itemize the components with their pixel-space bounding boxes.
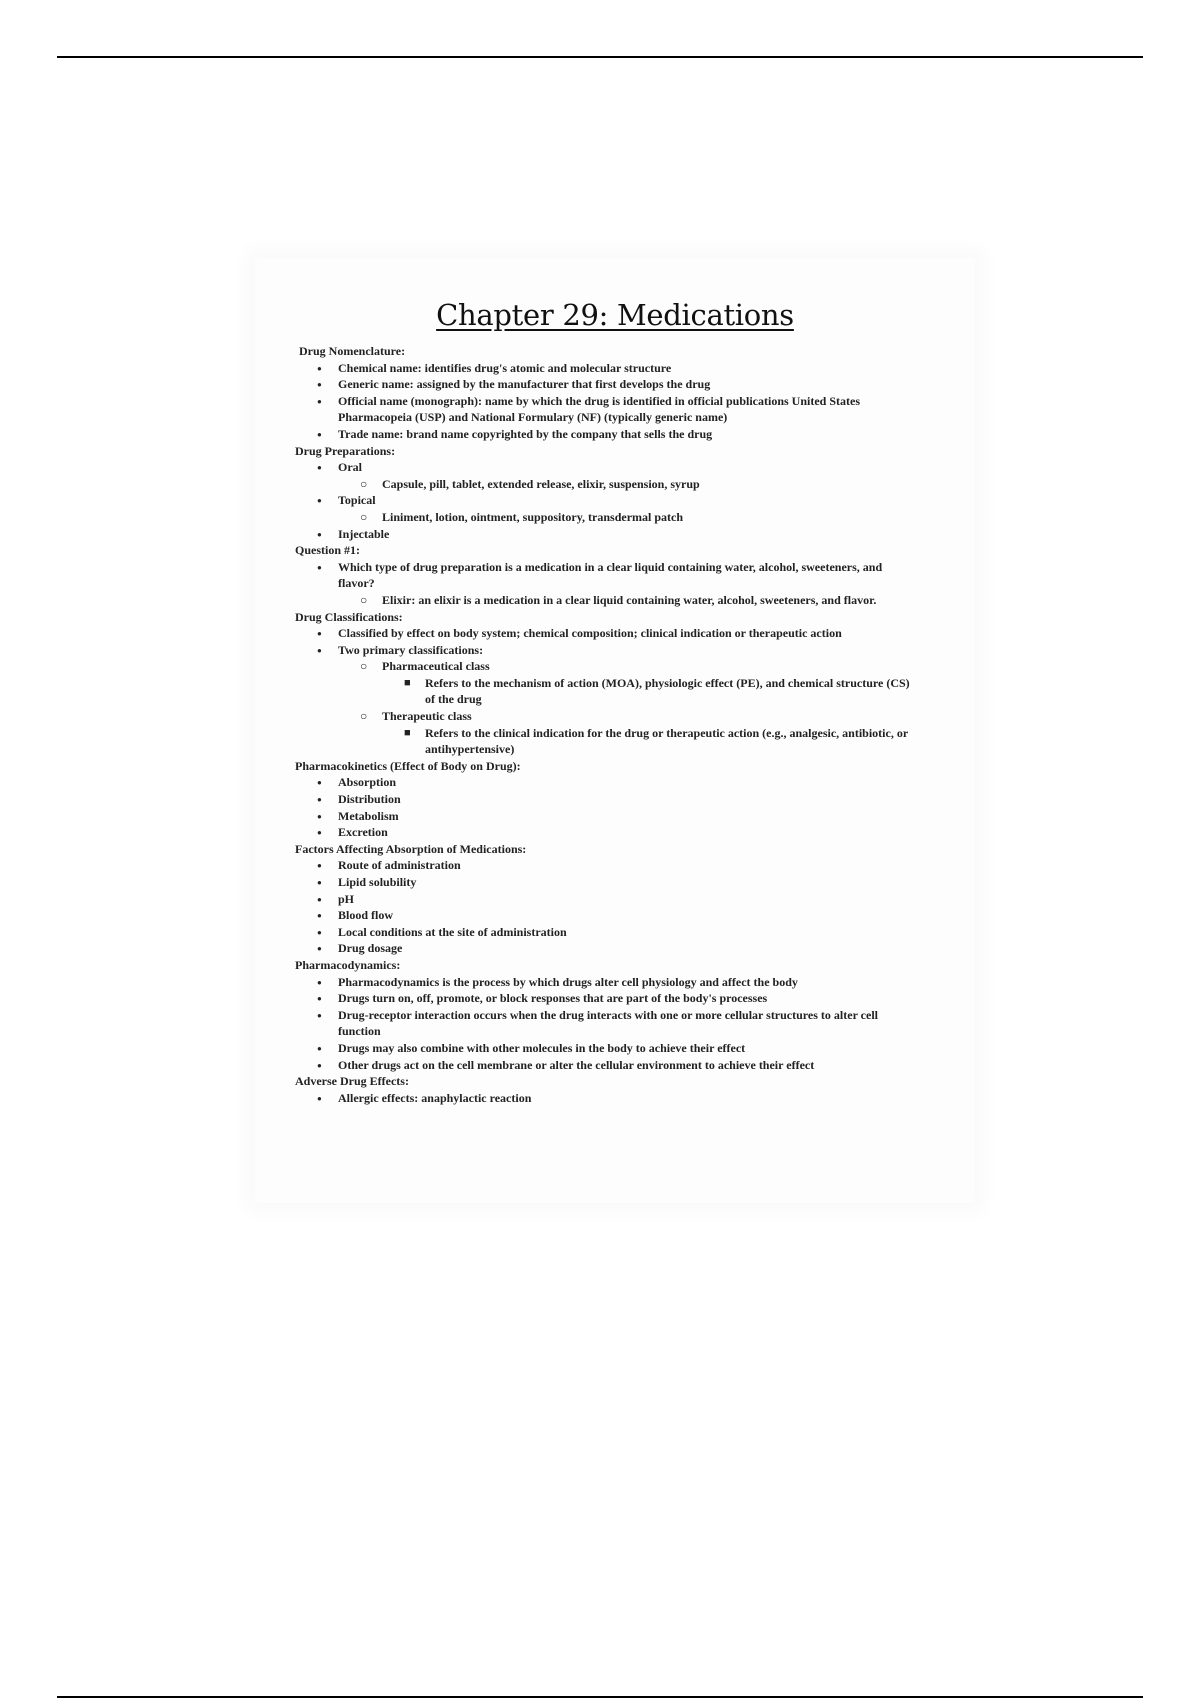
list-item-text: Pharmacodynamics is the process by which drugs alter cell physiology and affect the body bbox=[338, 974, 798, 989]
bullet-disc-icon bbox=[317, 891, 322, 909]
list-item bbox=[295, 459, 915, 476]
list-item-text: Drug dosage bbox=[338, 941, 403, 956]
list-item bbox=[295, 874, 915, 891]
top-rule bbox=[57, 56, 1143, 58]
list-item-text: Chemical name: identifies drug's atomic and molecular structure bbox=[338, 360, 672, 375]
list-item-text: Blood flow bbox=[338, 908, 394, 923]
bullet-disc-icon bbox=[317, 1007, 322, 1025]
list-item bbox=[295, 642, 915, 659]
bullet-disc-icon bbox=[317, 990, 322, 1008]
list-item-text: Elixir: an elixir is a medication in a clear liquid containing water, alcohol, sweeteners, and flavor. bbox=[382, 592, 877, 607]
list-item bbox=[295, 426, 915, 443]
list-item-text: Local conditions at the site of administration bbox=[338, 924, 567, 939]
section-list bbox=[295, 1090, 915, 1107]
list-item bbox=[295, 675, 915, 708]
list-item-text: Refers to the clinical indication for the drug or therapeutic action (e.g., analgesic, antibiotic, or antihypertensive) bbox=[425, 725, 908, 757]
list-item-text: Which type of drug preparation is a medication in a clear liquid containing water, alcohol, sweeteners, and flavor? bbox=[338, 559, 883, 591]
bullet-disc-icon bbox=[317, 924, 322, 942]
list-item-text: Liniment, lotion, ointment, suppository, transdermal patch bbox=[382, 509, 684, 524]
section-list bbox=[295, 857, 915, 957]
section-list bbox=[295, 559, 915, 609]
list-item-text: Other drugs act on the cell membrane or alter the cellular environment to achieve their effect bbox=[338, 1057, 815, 1072]
list-item bbox=[295, 974, 915, 991]
list-item-text: Distribution bbox=[338, 792, 401, 807]
bullet-circle-icon bbox=[360, 658, 367, 676]
list-item bbox=[295, 791, 915, 808]
bullet-disc-icon bbox=[317, 1090, 322, 1108]
list-item-text: Topical bbox=[338, 493, 376, 508]
section-list bbox=[295, 459, 915, 542]
bullet-disc-icon bbox=[317, 393, 322, 411]
bullet-disc-icon bbox=[317, 625, 322, 643]
list-item bbox=[295, 808, 915, 825]
bullet-disc-icon bbox=[317, 1040, 322, 1058]
section-heading: Question #1: bbox=[295, 543, 361, 558]
bullet-disc-icon bbox=[317, 559, 322, 577]
list-item-text: Oral bbox=[338, 460, 362, 475]
bullet-disc-icon bbox=[317, 824, 322, 842]
list-item-text: Therapeutic class bbox=[382, 709, 472, 724]
bullet-disc-icon bbox=[317, 808, 322, 826]
bottom-rule bbox=[57, 1696, 1143, 1698]
list-item bbox=[295, 658, 915, 675]
list-item bbox=[295, 990, 915, 1007]
bullet-disc-icon bbox=[317, 459, 322, 477]
list-item-text: Drug-receptor interaction occurs when the drug interacts with one or more cellular structures to alter cell function bbox=[338, 1007, 878, 1039]
list-item bbox=[295, 1090, 915, 1107]
list-item-text: Official name (monograph): name by which the drug is identified in official publications United States Pharmacopeia (USP) and National Formulary (NF) (typically generic name) bbox=[338, 393, 861, 425]
document-page bbox=[255, 258, 975, 1203]
list-item-text: Classified by effect on body system; chemical composition; clinical indication or therapeutic action bbox=[338, 626, 842, 641]
bullet-square-icon bbox=[404, 725, 411, 742]
list-item-text: Absorption bbox=[338, 775, 397, 790]
bullet-circle-icon bbox=[360, 509, 367, 527]
bullet-disc-icon bbox=[317, 360, 322, 378]
bullet-circle-icon bbox=[360, 708, 367, 726]
bullet-disc-icon bbox=[317, 376, 322, 394]
list-item bbox=[295, 509, 915, 526]
list-item bbox=[295, 824, 915, 841]
list-item bbox=[295, 708, 915, 725]
bullet-disc-icon bbox=[317, 857, 322, 875]
bullet-disc-icon bbox=[317, 642, 322, 660]
list-item bbox=[295, 492, 915, 509]
bullet-disc-icon bbox=[317, 526, 322, 544]
list-item-text: Trade name: brand name copyrighted by the company that sells the drug bbox=[338, 426, 713, 441]
list-item-text: Drugs turn on, off, promote, or block responses that are part of the body's processes bbox=[338, 991, 768, 1006]
list-item bbox=[295, 1057, 915, 1074]
list-item bbox=[295, 891, 915, 908]
page-title: Chapter 29: Medications bbox=[436, 298, 794, 332]
list-item bbox=[295, 526, 915, 543]
section-heading: Drug Nomenclature: bbox=[299, 344, 406, 358]
section-heading: Adverse Drug Effects: bbox=[295, 1074, 409, 1089]
list-item-text: Drugs may also combine with other molecules in the body to achieve their effect bbox=[338, 1040, 746, 1055]
list-item-text: pH bbox=[338, 891, 355, 906]
list-item bbox=[295, 857, 915, 874]
section-heading: Drug Preparations: bbox=[295, 443, 396, 458]
list-item bbox=[295, 725, 915, 758]
list-item bbox=[295, 907, 915, 924]
section-heading: Factors Affecting Absorption of Medications: bbox=[295, 841, 527, 856]
section-list bbox=[295, 625, 915, 758]
section-list bbox=[295, 974, 915, 1074]
bullet-disc-icon bbox=[317, 874, 322, 892]
list-item-text: Generic name: assigned by the manufacturer that first develops the drug bbox=[338, 377, 711, 392]
list-item bbox=[295, 625, 915, 642]
list-item-text: Route of administration bbox=[338, 858, 461, 873]
section-heading: Pharmacodynamics: bbox=[295, 957, 401, 972]
section-list bbox=[295, 774, 915, 840]
list-item-text: Excretion bbox=[338, 825, 388, 840]
bullet-square-icon bbox=[404, 675, 411, 692]
bullet-disc-icon bbox=[317, 774, 322, 792]
list-item bbox=[295, 1040, 915, 1057]
bullet-disc-icon bbox=[317, 1057, 322, 1075]
section-list bbox=[295, 360, 915, 443]
list-item-text: Capsule, pill, tablet, extended release, elixir, suspension, syrup bbox=[382, 476, 700, 491]
list-item-text: Lipid solubility bbox=[338, 875, 417, 889]
list-item-text: Injectable bbox=[338, 526, 390, 541]
bullet-disc-icon bbox=[317, 492, 322, 510]
list-item-text: Metabolism bbox=[338, 808, 399, 823]
list-item-text: Allergic effects: anaphylactic reaction bbox=[338, 1090, 532, 1105]
list-item bbox=[295, 1007, 915, 1040]
list-item bbox=[295, 559, 915, 592]
list-item bbox=[295, 360, 915, 377]
list-item-text: Pharmaceutical class bbox=[382, 659, 490, 674]
list-item bbox=[295, 924, 915, 941]
list-item-text: Two primary classifications: bbox=[338, 642, 484, 657]
bullet-disc-icon bbox=[317, 791, 322, 809]
bullet-disc-icon bbox=[317, 907, 322, 925]
section-heading: Pharmacokinetics (Effect of Body on Drug): bbox=[295, 758, 521, 773]
list-item bbox=[295, 940, 915, 957]
bullet-disc-icon bbox=[317, 974, 322, 992]
section-heading: Drug Classifications: bbox=[295, 609, 403, 624]
bullet-circle-icon bbox=[360, 592, 367, 610]
list-item bbox=[295, 476, 915, 493]
list-item bbox=[295, 376, 915, 393]
list-item bbox=[295, 393, 915, 426]
document-content bbox=[295, 343, 915, 1106]
bullet-disc-icon bbox=[317, 940, 322, 958]
bullet-circle-icon bbox=[360, 476, 367, 494]
list-item bbox=[295, 774, 915, 791]
list-item bbox=[295, 592, 915, 609]
bullet-disc-icon bbox=[317, 426, 322, 444]
list-item-text: Refers to the mechanism of action (MOA), physiologic effect (PE), and chemical structure (CS) of the drug bbox=[425, 675, 910, 707]
